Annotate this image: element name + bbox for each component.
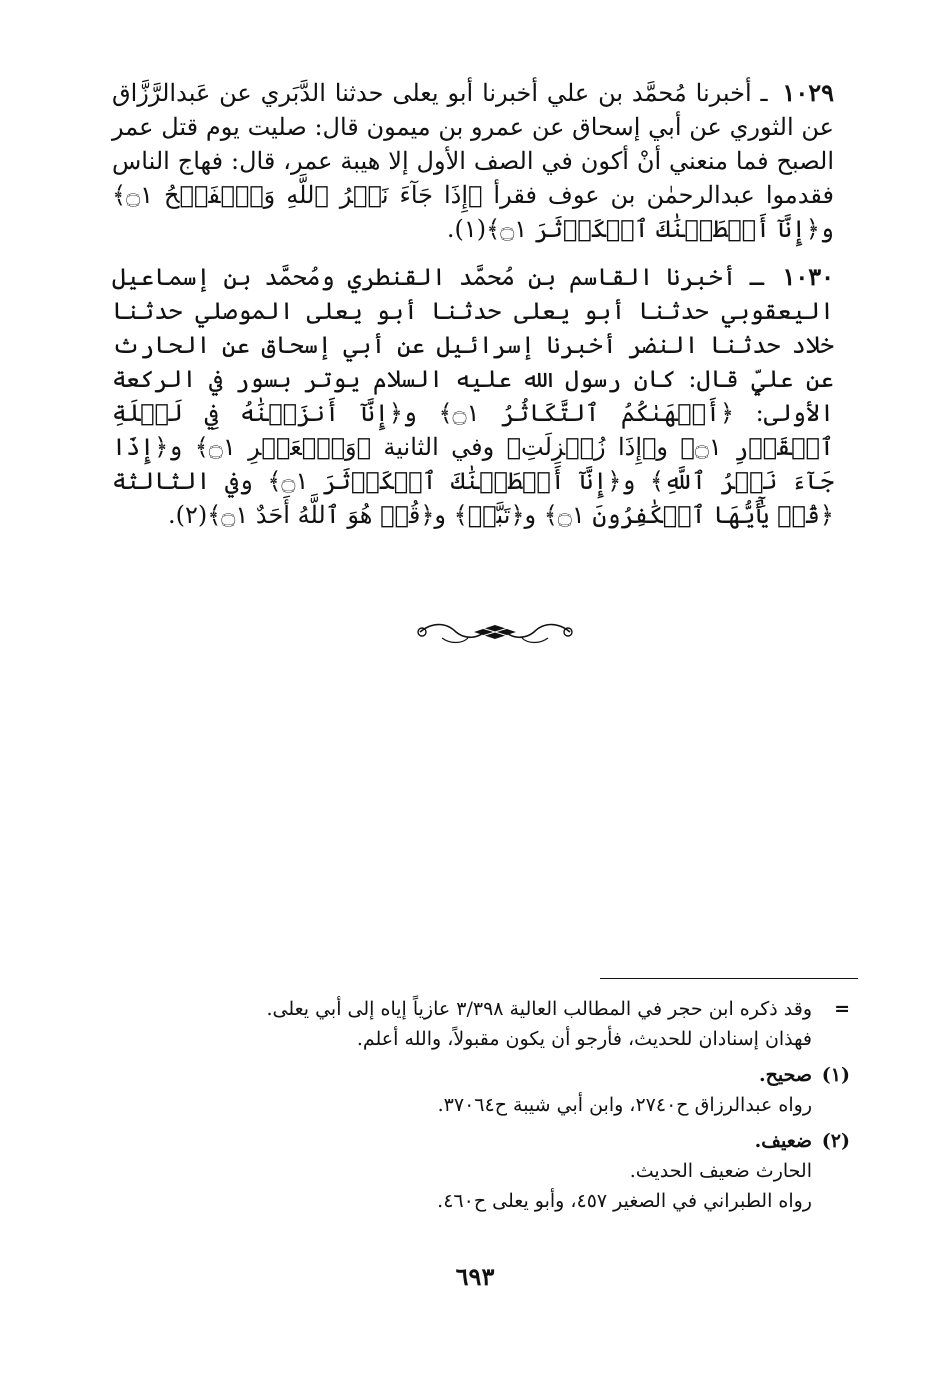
page-number: ٦٩٣ — [455, 1262, 495, 1291]
footnote-body — [180, 1060, 812, 1120]
footnote-1 — [180, 1060, 850, 1120]
footnote-body — [180, 1126, 812, 1216]
footnote-line: رواه الطبراني في الصغير ٤٥٧، وأبو يعلى ح٤٦٠. — [437, 1190, 812, 1212]
footnote-line: رواه عبدالرزاق ح٢٧٤٠، وابن أبي شيبة ح٣٧٠٦٤. — [437, 1094, 812, 1116]
footnote-grade: ضعيف. — [754, 1130, 812, 1152]
hadith-number: ١٠٣٠ — [782, 262, 834, 291]
footnote-grade: صحيح. — [758, 1064, 812, 1086]
divider-ornament-icon — [412, 614, 578, 650]
footnotes-section — [180, 994, 850, 1222]
footnote-2 — [180, 1126, 850, 1216]
footnote-marker: (١) — [821, 1064, 850, 1086]
footnote-body — [180, 994, 812, 1054]
footnote-continuation — [180, 994, 850, 1054]
footnote-line: وقد ذكره ابن حجر في المطالب العالية ٣/٣٩٨ عازياً إياه إلى أبي يعلى. — [266, 998, 812, 1020]
footnote-line: الحارث ضعيف الحديث. — [629, 1160, 812, 1182]
hadith-number: ١٠٢٩ — [782, 78, 834, 107]
hadith-text: ـ أخبرنا القاسم بن مُحمَّد القنطري ومُحمَّد بن إسماعيل اليعقوبي حدثنا أبو يعلى حدثنا أبو يعلى الموصلي حدثنا خلاد حدثنا النضر أخبرنا إسرائيل عن أبي إسحاق عن الحارث عن عليٍّ قال: كان رسول الله عليه السلام يوتر بسور في الركعة الأولى: ﴿أَلۡهَىٰكُمُ ٱلتَّكَاثُرُ ۝١﴾ و﴿إِنَّآ أَنزَلۡنَٰهُ فِي لَيۡلَةِ ٱلۡقَدۡرِ ۝١﴾ و﴿إِذَا زُلۡزِلَتِ﴾ وفي الثانية ﴿وَٱلۡعَصۡرِ ۝١﴾ و﴿إِذَا جَآءَ نَصۡرُ ٱللَّهِ﴾ و﴿إِنَّآ أَعۡطَيۡنَٰكَ ٱلۡكَوۡثَرَ ۝١﴾ وفي الثالثة ﴿قُلۡ يَٰٓأَيُّهَا ٱلۡكَٰفِرُونَ ۝١﴾ و﴿تَبَّتۡ﴾ و﴿قُلۡ هُوَ ٱللَّهُ أَحَدٌ ۝١﴾(٢). — [112, 263, 835, 529]
hadith-1029 — [112, 76, 834, 246]
hadith-text: ـ أخبرنا مُحمَّد بن علي أخبرنا أبو يعلى حدثنا الدَّبَري عن عَبدالرَّزَّاق عن الثوري عن أبي إسحاق عن عمرو بن ميمون قال: صليت يوم قتل عمر الصبح فما منعني أنْ أكون في الصف الأول إلا هيبة عمر، قال: فهاج الناس فقدموا عبدالرحمٰن بن عوف فقرأ ﴿إِذَا جَآءَ نَصۡرُ ٱللَّهِ وَٱلۡفَتۡحُ ۝١﴾ و﴿إِنَّآ أَعۡطَيۡنَٰكَ ٱلۡكَوۡثَرَ ۝١﴾(١). — [112, 79, 835, 243]
footnote-marker: = — [834, 998, 850, 1020]
footnote-divider-line — [600, 978, 858, 979]
main-text-block — [112, 76, 834, 546]
footnote-line: فهذان إسنادان للحديث، فأرجو أن يكون مقبولاً، والله أعلم. — [356, 1028, 812, 1050]
hadith-1030 — [112, 260, 834, 532]
footnote-marker: (٢) — [821, 1130, 850, 1152]
